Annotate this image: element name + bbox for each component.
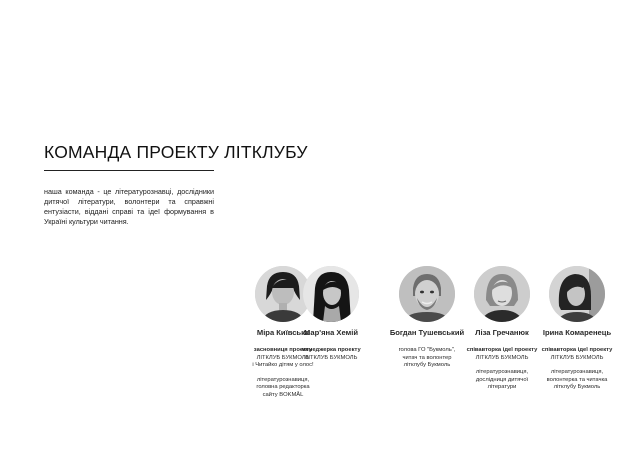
role-line: менеджерка проекту [301, 347, 361, 353]
role-line: співавторка ідеї проекту [541, 347, 613, 353]
team-member-maryana [294, 266, 368, 362]
member-name: Міра Київська [256, 328, 310, 337]
role-line: літклубу Букмоль [403, 362, 451, 369]
role-line: і Читайко дітям у олос! [252, 362, 314, 369]
member-description [547, 369, 608, 392]
role-line: голова ГО "Букмоль", [398, 347, 456, 353]
description-line: головна редакторка [256, 384, 310, 391]
member-name: Ірина Комаренець [542, 328, 612, 337]
role-line: ЛІТКЛУБ БУКМОЛЬ [304, 354, 358, 361]
avatar-photo [399, 266, 455, 322]
title-underline [44, 170, 214, 171]
description-line: літератури [487, 384, 517, 391]
member-role [399, 347, 456, 370]
role-line: ЛІТКЛУБ БУКМОЛЬ [550, 354, 604, 361]
team-member-iryna [540, 266, 614, 392]
intro-text: наша команда - це літературознавці, дослідники дитячої літератури, волонтери та справжні ентузіасти, віддані справі та ідеї формування в Україні культури читання. [44, 187, 214, 226]
team-member-liza [465, 266, 539, 392]
member-description [256, 377, 309, 400]
role-line: читач та волонтер [402, 354, 452, 361]
description-line: сайту BOKMÅL [262, 391, 304, 398]
role-line: ЛІТКЛУБ БУКМОЛЬ [256, 354, 310, 361]
role-line: ЛІТКЛУБ БУКМОЛЬ [475, 354, 529, 361]
member-role [542, 347, 613, 362]
description-line: літклубу Букмоль [553, 384, 601, 391]
member-name: Богдан Тушевський [389, 328, 465, 337]
member-role [301, 347, 360, 362]
team-member-bohdan [390, 266, 464, 370]
member-name: Мар'яна Хемій [303, 328, 359, 337]
avatar-photo [474, 266, 530, 322]
role-line: засновниця проекту [253, 347, 313, 353]
member-description [476, 369, 528, 392]
member-role [467, 347, 538, 362]
description-line: літературознавиця, [256, 376, 310, 383]
description-line: волонтерка та читачка [546, 376, 608, 383]
description-line: літературознавиця, [550, 369, 604, 376]
avatar-photo [303, 266, 359, 322]
role-line: співавторка ідеї проекту [466, 347, 538, 353]
description-line: дослідниця дитячої [475, 376, 529, 383]
member-name: Ліза Гречанюк [475, 328, 529, 337]
avatar-photo [549, 266, 605, 322]
slide-title: КОМАНДА ПРОЕКТУ ЛІТКЛУБУ [44, 142, 308, 162]
description-line: літературознавиця, [475, 369, 529, 376]
